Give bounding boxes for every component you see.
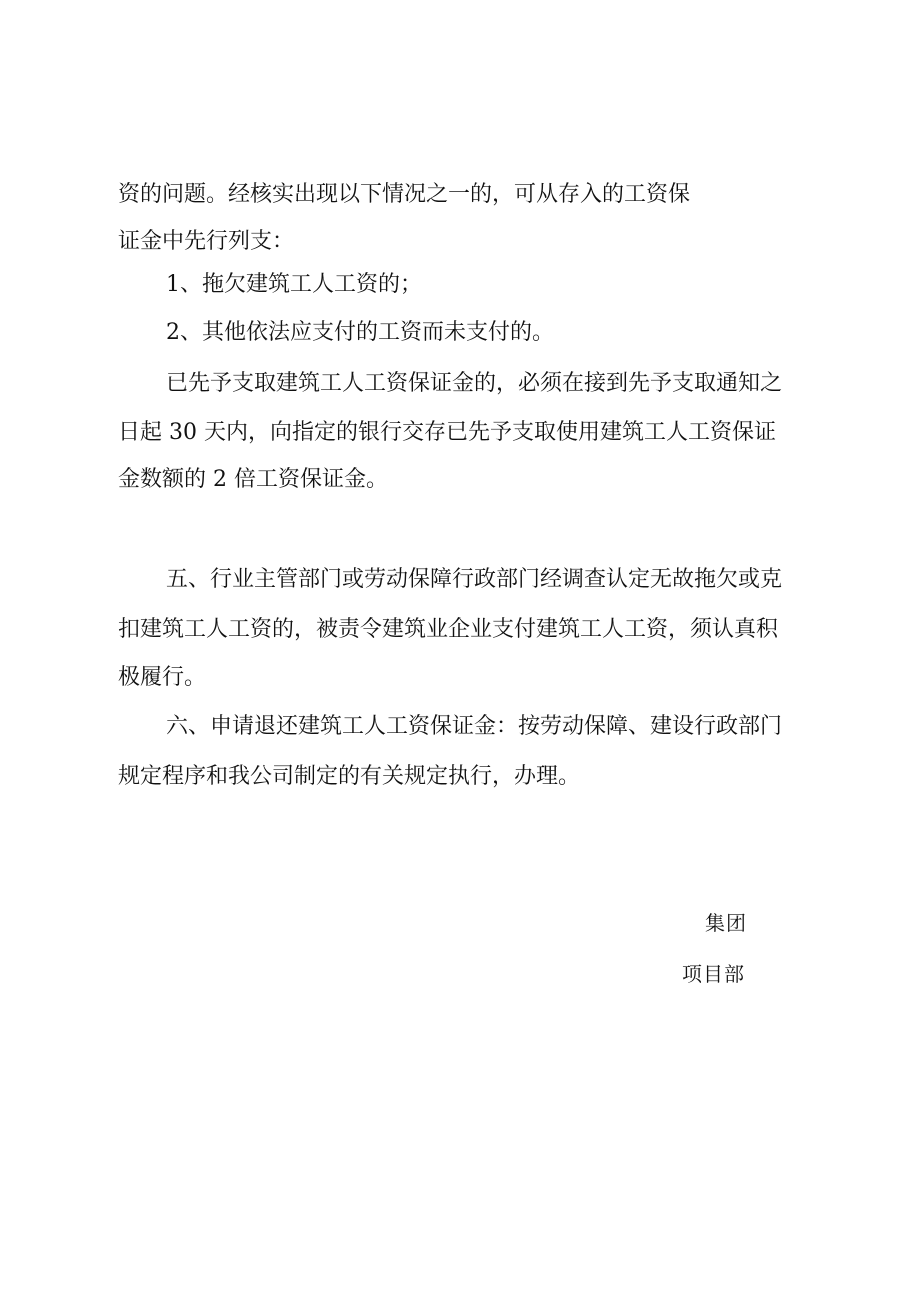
paragraph-line: 扣建筑工人工资的，被责令建筑业企业支付建筑工人工资，须认真积 bbox=[118, 617, 779, 642]
paragraph-line: 资的问题。经核实出现以下情况之一的，可从存入的工资保 bbox=[118, 182, 691, 207]
list-item: 2、其他依法应支付的工资而未支付的。 bbox=[166, 320, 554, 345]
section-heading: 五、行业主管部门或劳动保障行政部门经调查认定无故拖欠或克 bbox=[166, 567, 783, 592]
list-item: 1、拖欠建筑工人工资的； bbox=[166, 272, 422, 297]
paragraph-line: 金数额的 2 倍工资保证金。 bbox=[118, 467, 388, 492]
signature-department: 项目部 bbox=[682, 962, 745, 986]
paragraph-line: 极履行。 bbox=[118, 665, 207, 690]
paragraph-line: 日起 30 天内，向指定的银行交存已先予支取使用建筑工人工资保证 bbox=[118, 420, 776, 445]
section-heading: 六、申请退还建筑工人工资保证金：按劳动保障、建设行政部门 bbox=[166, 714, 783, 739]
paragraph-line: 规定程序和我公司制定的有关规定执行，办理。 bbox=[118, 764, 581, 789]
paragraph-line: 证金中先行列支： bbox=[118, 229, 295, 254]
paragraph-line: 已先予支取建筑工人工资保证金的，必须在接到先予支取通知之 bbox=[166, 371, 783, 396]
signature-group: 集团 bbox=[705, 911, 747, 935]
